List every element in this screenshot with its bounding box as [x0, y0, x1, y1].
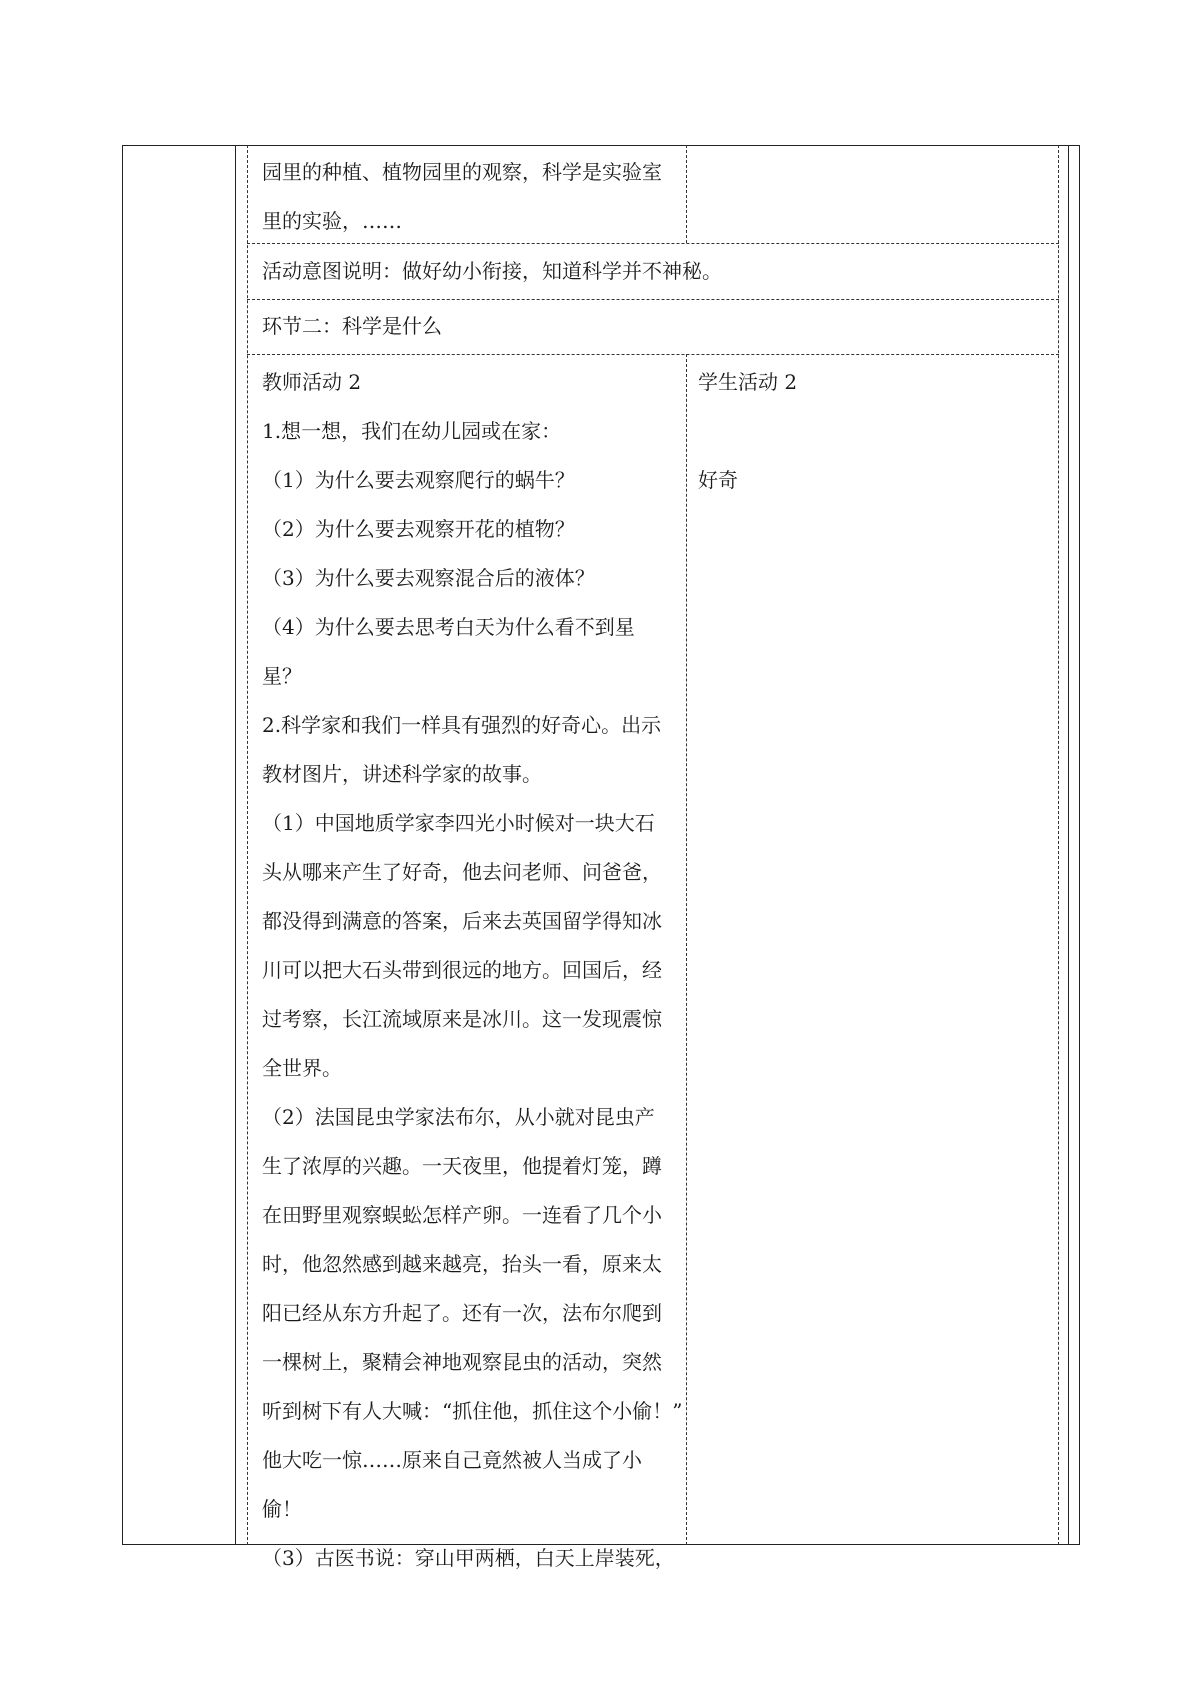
student-heading: 学生活动 2 [698, 370, 798, 394]
row-divider-3 [247, 354, 1059, 355]
teacher-line: （2）法国昆虫学家法布尔，从小就对昆虫产 [262, 1105, 655, 1129]
cell-divider-top [686, 145, 687, 243]
teacher-line: 在田野里观察蜈蚣怎样产卵。一连看了几个小 [262, 1203, 662, 1227]
teacher-line: 2.科学家和我们一样具有强烈的好奇心。出示 [262, 713, 662, 737]
teacher-line: 偷！ [262, 1497, 302, 1521]
teacher-line: 头从哪来产生了好奇，他去问老师、问爸爸， [262, 860, 662, 884]
teacher-line: 1.想一想，我们在幼儿园或在家： [262, 419, 562, 443]
teacher-activity [262, 358, 682, 1583]
teacher-line: （4）为什么要去思考白天为什么看不到星 [262, 615, 635, 639]
teacher-line: 都没得到满意的答案，后来去英国留学得知冰 [262, 909, 662, 933]
student-activity [698, 358, 797, 505]
cell-divider-activities [686, 354, 687, 1545]
teacher-line: 川可以把大石头带到很远的地方。回国后，经 [262, 958, 662, 982]
teacher-heading: 教师活动 2 [262, 370, 362, 394]
teacher-line: （2）为什么要去观察开花的植物？ [262, 517, 575, 541]
teacher-line: 听到树下有人大喊：“抓住他，抓住这个小偷！” [262, 1399, 683, 1423]
student-answer: 好奇 [698, 468, 738, 492]
text-line: 里的实验，…… [262, 209, 402, 233]
teacher-line: 一棵树上，聚精会神地观察昆虫的活动，突然 [262, 1350, 662, 1374]
teacher-line: （3）为什么要去观察混合后的液体？ [262, 566, 595, 590]
teacher-line: （1）中国地质学家李四光小时候对一块大石 [262, 811, 655, 835]
student-spacer [698, 407, 797, 456]
row1-left-text [262, 148, 662, 246]
teacher-line: 阳已经从东方升起了。还有一次，法布尔爬到 [262, 1301, 662, 1325]
text-line: 园里的种植、植物园里的观察，科学是实验室 [262, 160, 662, 184]
teacher-line: 全世界。 [262, 1056, 342, 1080]
teacher-line: （3）古医书说：穿山甲两栖，白天上岸装死， [262, 1546, 675, 1570]
intent-note: 活动意图说明：做好幼小衔接，知道科学并不神秘。 [262, 259, 722, 283]
teacher-line: 过考察，长江流域原来是冰川。这一发现震惊 [262, 1007, 662, 1031]
teacher-line: （1）为什么要去观察爬行的蜗牛？ [262, 468, 575, 492]
column-divider-left [235, 145, 236, 1545]
teacher-line: 教材图片，讲述科学家的故事。 [262, 762, 542, 786]
teacher-line: 时，他忽然感到越来越亮，抬头一看，原来太 [262, 1252, 662, 1276]
column-divider-right [1068, 145, 1069, 1545]
teacher-line: 生了浓厚的兴趣。一天夜里，他提着灯笼，蹲 [262, 1154, 662, 1178]
row-divider-2 [247, 299, 1059, 300]
teacher-line: 星？ [262, 664, 302, 688]
teacher-line: 他大吃一惊……原来自己竟然被人当成了小 [262, 1448, 642, 1472]
section-title: 环节二：科学是什么 [262, 314, 442, 338]
